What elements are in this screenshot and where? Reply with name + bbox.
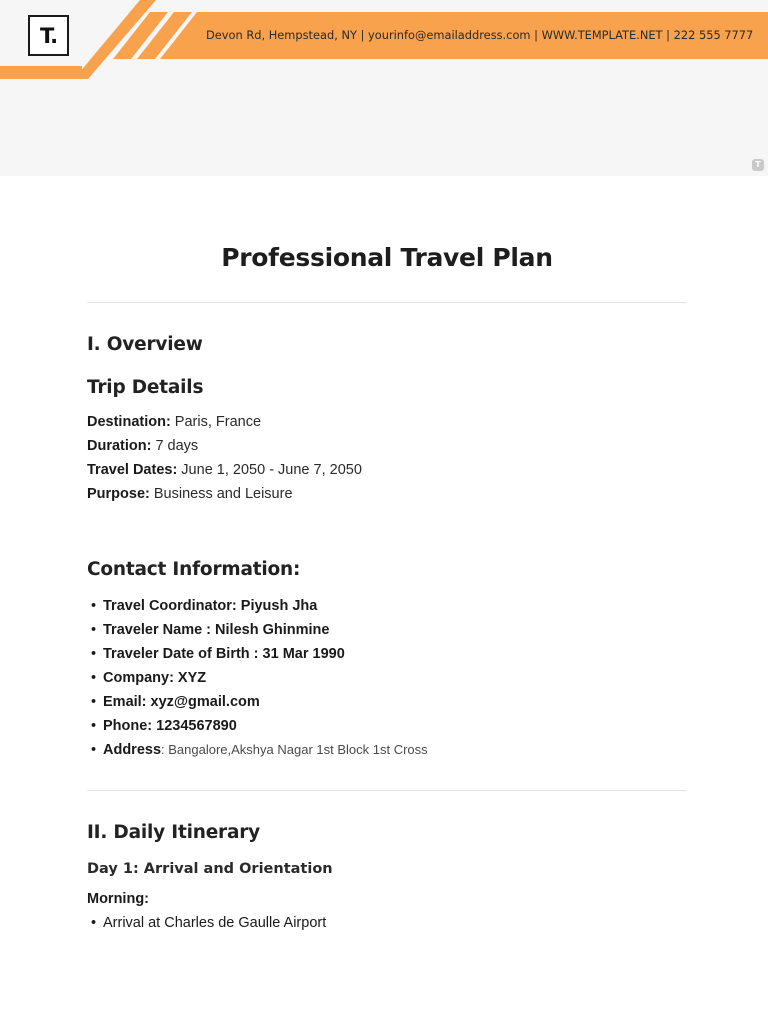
overview-heading: I. Overview [87,334,203,355]
template-badge-icon: T [752,159,764,171]
morning-label-text: Morning: [87,891,150,907]
list-item [103,714,687,738]
contact-dob: Traveler Date of Birth : 31 Mar 1990 [103,646,345,662]
trip-detail-purpose [87,482,687,506]
list-item [103,594,687,618]
document-body [87,238,687,935]
day1-heading: Day 1: Arrival and Orientation [87,861,333,877]
list-item [103,690,687,714]
detail-label: Purpose: [87,486,150,502]
page-title: Professional Travel Plan [221,243,553,272]
detail-label: Travel Dates: [87,462,178,478]
detail-value: Business and Leisure [149,486,293,502]
address-value: : Bangalore,Akshya Nagar 1st Block 1st Cross [161,742,428,757]
divider [87,790,687,791]
detail-value: Paris, France [170,414,262,430]
logo: T. [28,15,69,56]
morning-label [87,887,687,911]
trip-detail-destination [87,410,687,434]
detail-value: 7 days [151,438,199,454]
list-item [103,666,687,690]
detail-label: Duration: [87,438,152,454]
contact-phone: Phone: 1234567890 [103,718,237,734]
trip-detail-duration [87,434,687,458]
itinerary-heading: II. Daily Itinerary [87,822,261,843]
detail-value: June 1, 2050 - June 7, 2050 [177,462,362,478]
contact-traveler-name: Traveler Name : Nilesh Ghinmine [103,622,330,638]
trip-details-list [87,410,687,506]
list-item [103,738,687,762]
contact-email: Email: xyz@gmail.com [103,694,260,710]
trip-detail-dates [87,458,687,482]
contact-list [87,594,687,762]
detail-label: Destination: [87,414,171,430]
contact-coordinator: Travel Coordinator: Piyush Jha [103,598,318,614]
address-label: Address [103,742,162,758]
divider [87,302,687,303]
contact-company: Company: XYZ [103,670,207,686]
list-item [103,642,687,666]
trip-details-heading: Trip Details [87,377,204,398]
list-item [103,618,687,642]
morning-list [87,911,687,935]
contact-line: Devon Rd, Hempstead, NY | yourinfo@emailaddress.com | WWW.TEMPLATE.NET | 222 555 7777 [206,28,754,42]
list-item [103,911,687,935]
header-decoration [0,0,768,90]
contact-info-heading: Contact Information: [87,559,301,580]
morning-item: Arrival at Charles de Gaulle Airport [103,915,327,931]
